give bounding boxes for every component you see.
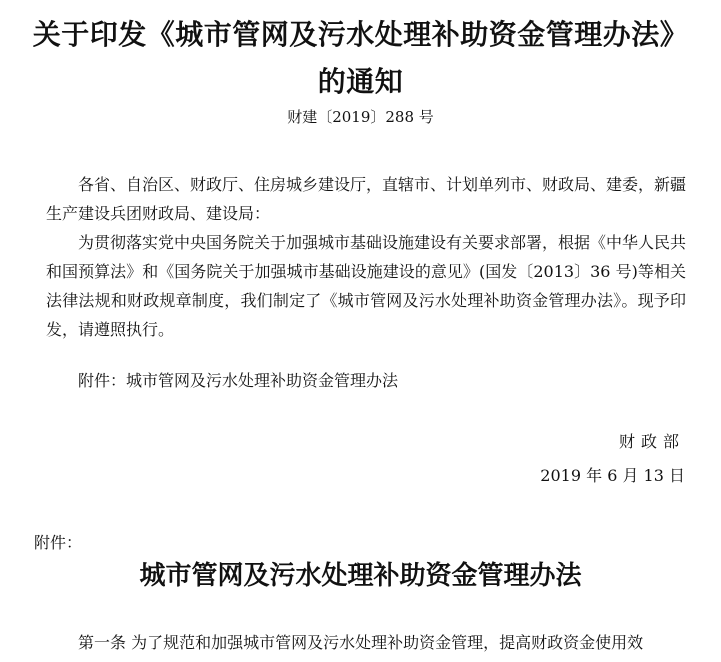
notice-title-line-1: 关于印发《城市管网及污水处理补助资金管理办法》 [32,18,689,51]
notice-title-line-2: 的通知 [317,65,404,98]
document-number: 财建〔2019〕288 号 [287,108,434,126]
signatory: 财政部 [618,432,685,451]
issue-date: 2019 年 6 月 13 日 [540,466,685,485]
body-paragraph: 为贯彻落实党中央国务院关于加强城市基础设施建设有关要求部署，根据《中华人民共和国预算法》和《国务院关于加强城市基础设施建设的意见》(国发〔2013〕36 号)等相关法律法规和财政规章制度，我们制定了《城市管网及污水处理补助资金管理办法》。现予印发，请遵照执行。 [46,233,687,339]
attachment-reference: 附件：城市管网及污水处理补助资金管理办法 [78,371,399,390]
addressee-paragraph: 各省、自治区、财政厅、住房城乡建设厅，直辖市、计划单列市、财政局、建委，新疆生产建设兵团财政局、建设局： [46,175,687,223]
attachment-title: 城市管网及污水处理补助资金管理办法 [139,561,582,591]
article-1-paragraph: 第一条 为了规范和加强城市管网及污水处理补助资金管理，提高财政资金使用效 [78,633,644,652]
attachment-label: 附件： [34,533,83,552]
